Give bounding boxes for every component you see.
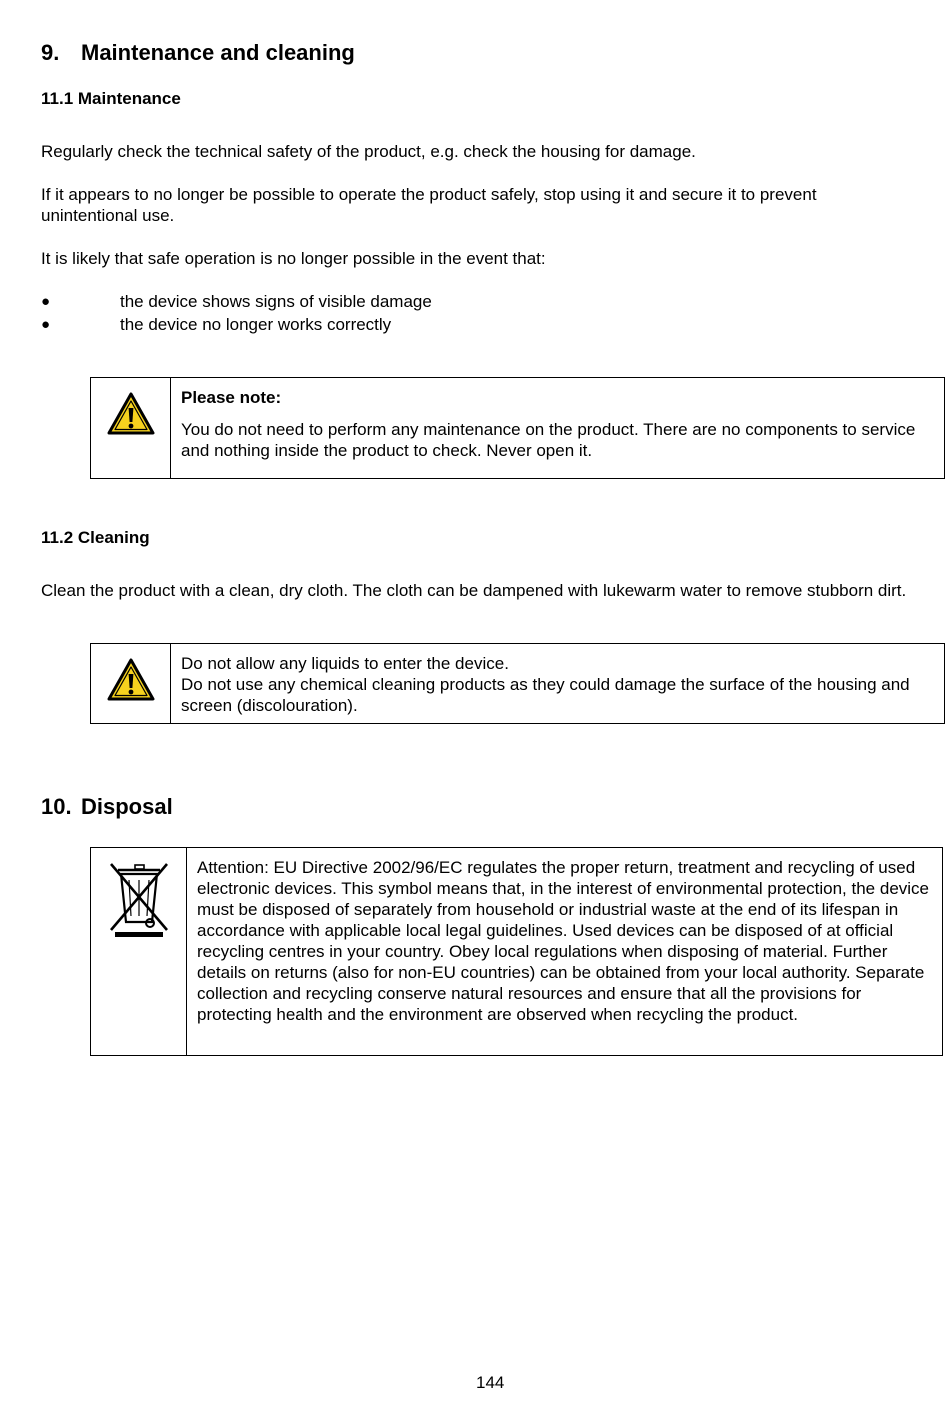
maintenance-heading: 11.1 Maintenance: [41, 89, 181, 108]
list-item: [41, 290, 641, 313]
list-item: [41, 313, 641, 336]
warning-icon: [107, 392, 155, 436]
note-title: Please note:: [181, 388, 282, 407]
maintenance-paragraph-1: Regularly check the technical safety of the product, e.g. check the housing for damage.: [41, 142, 696, 161]
section-9-title: Maintenance and cleaning: [81, 40, 355, 65]
cleaning-paragraph: Clean the product with a clean, dry cloth. The cloth can be dampened with lukewarm water to remove stubborn dirt.: [41, 581, 907, 600]
bullet-text: the device no longer works correctly: [120, 315, 392, 334]
disposal-text: Attention: EU Directive 2002/96/EC regulates the proper return, treatment and recycling of used electronic devices. This symbol means that, in the interest of environmental protection, the device must be disposed of separately from household or industrial waste at the end of its lifespan in accordance with applicable local legal guidelines. Used devices can be disposed of at official recycling centres in your country. Obey local regulations when disposing of material. Further details on returns (also for non-EU countries) can be obtained from your local authority. Separate collection and recycling conserve natural resources and ensure that all the provisions for protecting health and the environment are observed when recycling the product.: [197, 858, 930, 1024]
note-icon-cell: [91, 644, 171, 723]
bullet-icon: ●: [41, 293, 51, 310]
disposal-box: [90, 847, 943, 1056]
disposal-icon-cell: [91, 848, 187, 1055]
section-10-title: Disposal: [81, 794, 173, 819]
warning-icon: [107, 658, 155, 702]
page-number: 144: [476, 1373, 505, 1392]
maintenance-note-box: [90, 377, 945, 479]
crossed-out-wheelie-bin-icon: [106, 856, 172, 938]
section-9-number: 9.: [41, 40, 60, 65]
note-text-cell: [171, 378, 944, 478]
section-10-heading: [41, 794, 173, 820]
note-text-cell: [171, 644, 944, 723]
warning-line-2: Do not use any chemical cleaning products as they could damage the surface of the housing and screen (discolouration).: [181, 675, 910, 715]
cleaning-heading: 11.2 Cleaning: [41, 528, 150, 547]
maintenance-paragraph-2: If it appears to no longer be possible to operate the product safely, stop using it and secure it to prevent unintentional use.: [41, 185, 817, 225]
section-10-number: 10.: [41, 794, 72, 819]
bullet-icon: ●: [41, 316, 51, 333]
maintenance-paragraph-3: It is likely that safe operation is no longer possible in the event that:: [41, 249, 546, 268]
bullet-text: the device shows signs of visible damage: [120, 292, 432, 311]
cleaning-warning-box: [90, 643, 945, 724]
note-icon-cell: [91, 378, 171, 478]
note-text: You do not need to perform any maintenance on the product. There are no components to service and nothing inside the product to check. Never open it.: [181, 420, 916, 460]
warning-line-1: Do not allow any liquids to enter the device.: [181, 654, 509, 673]
section-9-heading: [41, 40, 355, 66]
